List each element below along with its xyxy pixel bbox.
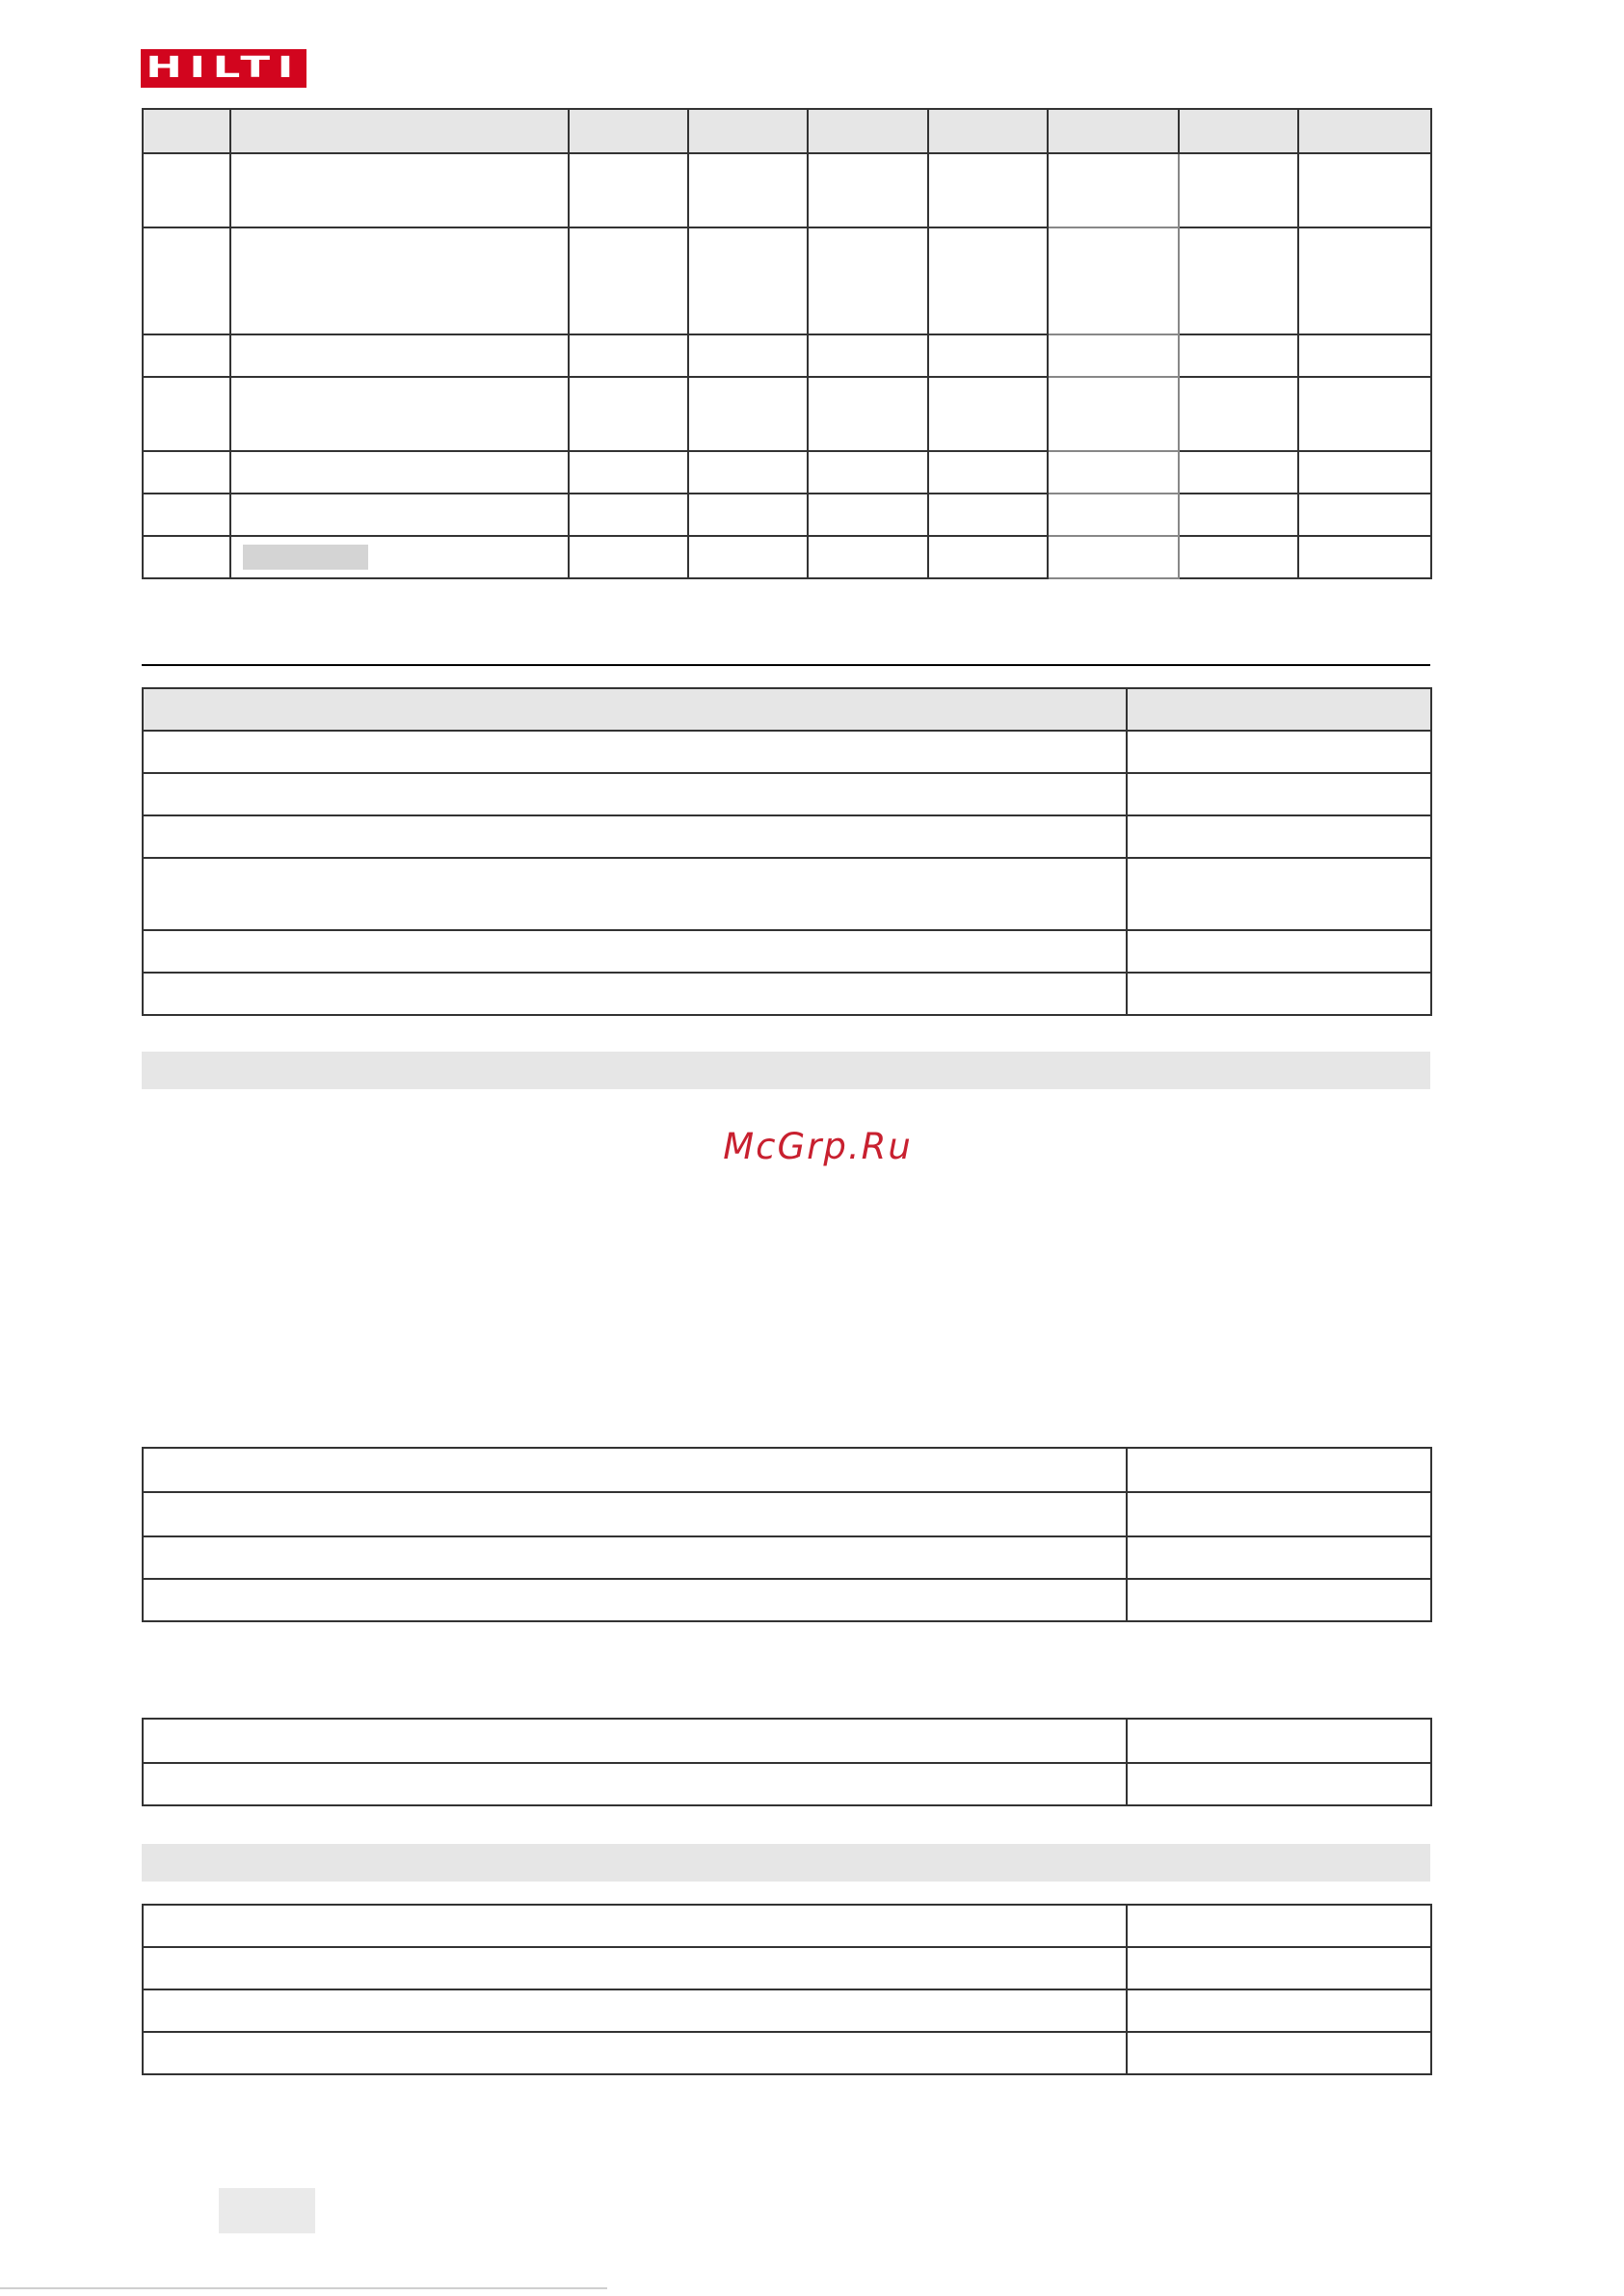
table-row bbox=[143, 494, 1431, 536]
header-cell bbox=[808, 109, 928, 153]
spec-table-1 bbox=[142, 687, 1432, 1016]
header-cell bbox=[569, 109, 688, 153]
section-heading-bar bbox=[142, 1052, 1430, 1089]
spec-table-2 bbox=[142, 1447, 1432, 1622]
data-matrix-table bbox=[142, 108, 1432, 579]
table-row bbox=[143, 1989, 1431, 2032]
spec-table-4 bbox=[142, 1904, 1432, 2075]
page-number-box bbox=[219, 2188, 315, 2233]
table-header-row bbox=[143, 688, 1431, 731]
table-row bbox=[143, 536, 1431, 578]
logo-text: HILTI bbox=[146, 51, 302, 85]
table-row bbox=[143, 773, 1431, 815]
table-row bbox=[143, 377, 1431, 451]
table-row bbox=[143, 1536, 1431, 1579]
table-row bbox=[143, 1492, 1431, 1536]
table-row bbox=[143, 451, 1431, 494]
hilti-logo bbox=[141, 49, 306, 88]
table-row bbox=[143, 227, 1431, 334]
header-cell bbox=[143, 109, 230, 153]
table-row bbox=[143, 858, 1431, 930]
section-heading-bar bbox=[142, 1844, 1430, 1882]
table-row bbox=[143, 815, 1431, 858]
header-cell bbox=[928, 109, 1048, 153]
header-cell bbox=[1298, 109, 1431, 153]
table-row bbox=[143, 2032, 1431, 2074]
table-row bbox=[143, 1763, 1431, 1805]
section-divider bbox=[142, 664, 1430, 666]
header-cell bbox=[688, 109, 808, 153]
table-header-row bbox=[143, 109, 1431, 153]
spec-table-3 bbox=[142, 1718, 1432, 1806]
table-row bbox=[143, 1905, 1431, 1947]
table-row bbox=[143, 1719, 1431, 1763]
table-row bbox=[143, 334, 1431, 377]
header-cell bbox=[1179, 109, 1298, 153]
table-row bbox=[143, 1579, 1431, 1621]
table-row bbox=[143, 930, 1431, 973]
watermark-text: McGrp.Ru bbox=[723, 1126, 913, 1167]
table-row bbox=[143, 1448, 1431, 1492]
table-row bbox=[143, 973, 1431, 1015]
table-row bbox=[143, 153, 1431, 227]
header-cell bbox=[1048, 109, 1179, 153]
highlight-chip bbox=[243, 545, 368, 570]
footer-line bbox=[0, 2287, 607, 2289]
table-row bbox=[143, 1947, 1431, 1989]
header-cell bbox=[230, 109, 569, 153]
table-row bbox=[143, 731, 1431, 773]
